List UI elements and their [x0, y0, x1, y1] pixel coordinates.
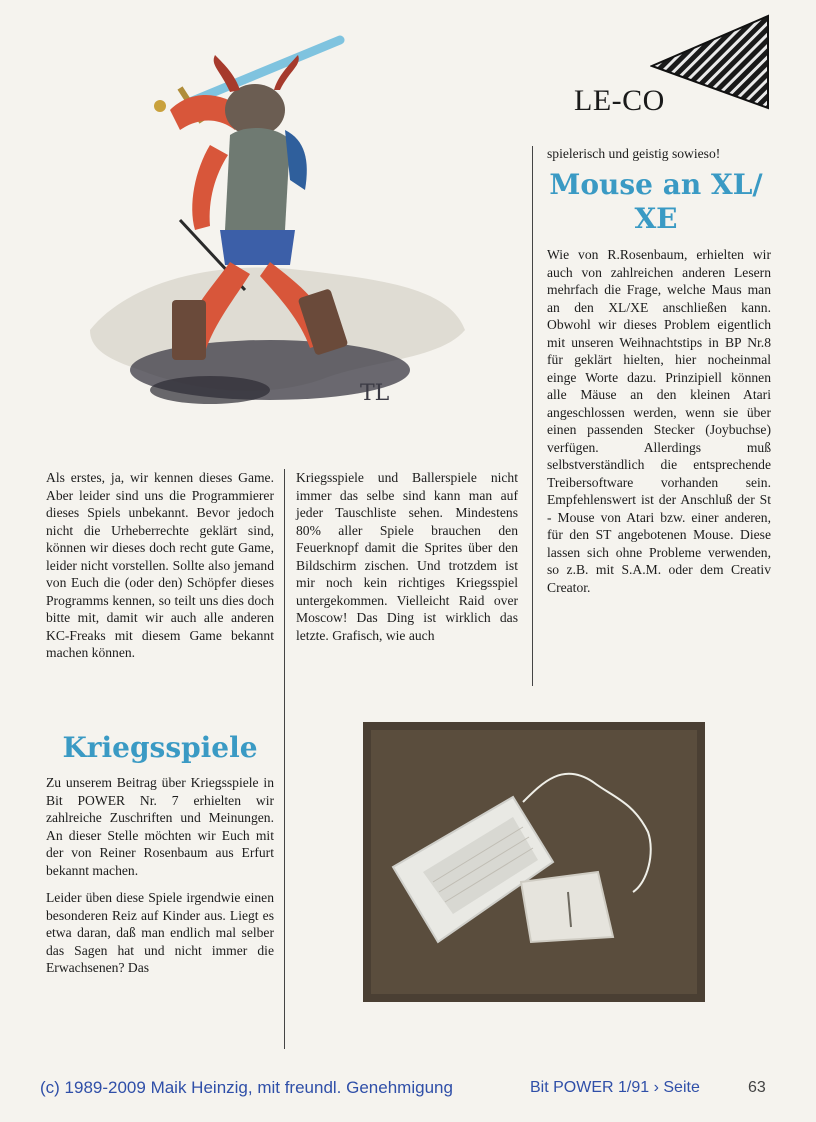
column-divider-left: [284, 469, 285, 1049]
section-label: LE-CO: [574, 84, 665, 117]
kriegsspiele-paragraph-2: Leider üben diese Spiele irgendwie einen besonderen Reiz auf Kinder aus. Liegt es etwa daran, daß man endlich mal selber das Sagen hat und nicht immer die Erwachsenen? Das: [46, 890, 274, 975]
kriegsspiele-paragraph-1: Zu unserem Beitrag über Kriegsspiele in Bit POWER Nr. 7 erhielten wir zahlreiche Zuschriften und Meinungen. An dieser Stelle möchten wir Euch mit der von Reiner Rosenbaum aus Erfurt bekannt machen.: [46, 775, 274, 878]
middle-column-body: [296, 469, 518, 654]
column-divider-right: [532, 146, 533, 686]
right-column-intro: spielerisch und geistig sowieso!: [547, 146, 721, 161]
mouse-heading-line1: Mouse an XL/: [549, 168, 763, 201]
magazine-issue: Bit POWER 1/91 › Seite: [530, 1079, 700, 1096]
game-paragraph: Als erstes, ja, wir kennen dieses Game. Aber leider sind uns die Programmierer dieses Spiels unbekannt. Bevor jedoch nicht die Urheberrechte geklärt sind, können wir dieses doch recht gute Game, leider nicht vorstellen. Sollte also jemand von Euch die (oder den) Schöpfer dieses Programms kennen, so teilt uns dies doch bitte mit, damit wir auch alle anderen KC-Freaks mit diesem Game bekannt machen können.: [46, 470, 274, 660]
computer-mouse-photo: [363, 722, 705, 1002]
mouse-heading-line2: XE: [634, 202, 678, 235]
middle-paragraph: Kriegsspiele und Ballerspiele nicht immer das selbe sind kann man auf jeder Tauschliste sehen. Mindestens 80% aller Spiele brauchen den Feuerknopf damit die Sprites über den Bildschirm zischen. Und trotzdem ist mir noch kein richtiges Kriegsspiel untergekommen. Vielleicht Raid over Moscow! Das Ding ist wirklich das letzte. Grafisch, wie auch: [296, 470, 518, 643]
kriegsspiele-body: [46, 774, 274, 987]
kriegsspiele-heading: Kriegsspiele: [62, 731, 258, 764]
page-number: 63: [748, 1079, 766, 1096]
mouse-heading: [536, 168, 776, 236]
copyright-credit: (c) 1989-2009 Maik Heinzig, mit freundl. Genehmigung: [40, 1078, 453, 1097]
mouse-article-paragraph: Wie von R.Rosenbaum, erhielten wir auch von zahlreichen anderen Lesern mehrfach die Frage, welche Maus man an den XL/XE anschließen kann. Obwohl wir dieses Problem eigentlich mit unseren Weihnachtstips in BP Nr.8 für geklärt hielten, hier nocheinmal einge Worte dazu. Prinzipiell können alle Mäuse an den kleinen Atari angeschlossen werden, wenn sie über einen passenden Stecker (Joybuchse) verfügen. Allerdings muß selbstverständlich die entsprechende Treibersoftware vorhanden sein. Empfehlenswert ist der Anschluß der St - Mouse von Atari bzw. einer anderen, für den ST angebotenen Mouse. Diese lassen sich ohne Probleme verwenden, so z.B. mit S.A.M. oder dem Creativ Creator.: [547, 247, 771, 595]
mouse-article-body: [547, 246, 771, 606]
warrior-illustration: [70, 30, 490, 450]
header-triangle-logo: [650, 14, 770, 110]
left-column-intro: [46, 469, 274, 672]
artist-signature: TL: [360, 381, 390, 406]
